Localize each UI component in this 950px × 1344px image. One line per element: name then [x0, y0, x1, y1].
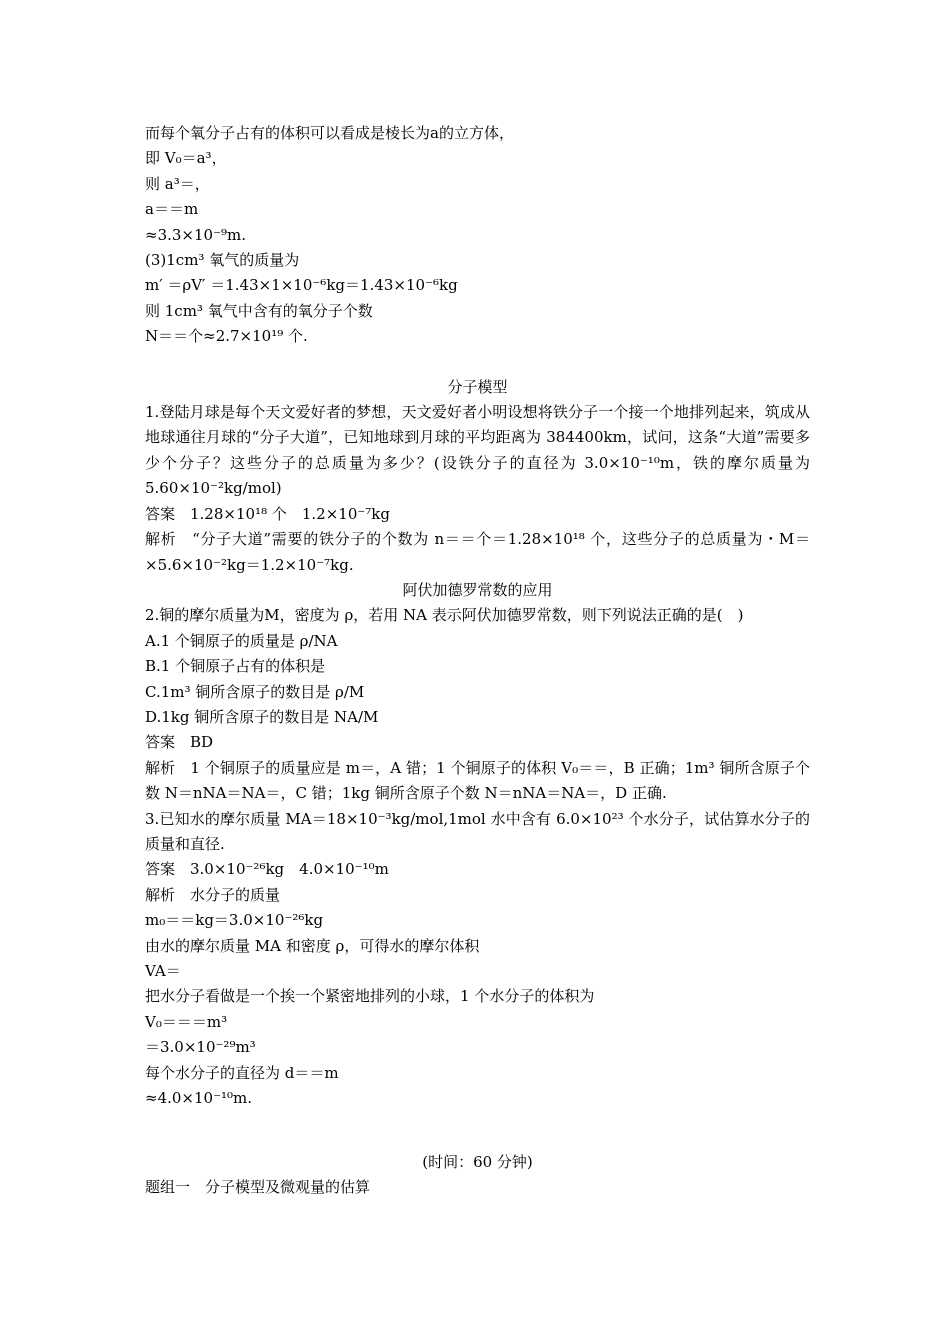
question-2: 2.铜的摩尔质量为M，密度为 ρ，若用 NA 表示阿伏加德罗常数，则下列说法正确的是( ): [145, 606, 744, 625]
exercise-header: [145, 1150, 810, 1201]
explanation-2: 解析 1 个铜原子的质量应是 m＝，A 错；1 个铜原子的体积 V₀＝＝，B 正确；1m³ 铜所含原子个数 N＝nNA＝NA＝，C 错；1kg 铜所含原子个数 N＝nNA＝NA＝，D 正确.: [145, 758, 810, 803]
answer-2: 答案 BD: [145, 733, 214, 752]
text-line: 而每个氧分子占有的体积可以看成是棱长为a的立方体，: [145, 124, 514, 142]
text-line: N＝＝个≈2.7×10¹⁹ 个.: [145, 327, 308, 346]
text-line: 把水分子看做是一个挨一个紧密地排列的小球，1 个水分子的体积为: [145, 987, 595, 1006]
text-line: VA＝: [145, 962, 181, 980]
option-a: A.1 个铜原子的质量是 ρ/NA: [145, 631, 338, 650]
solution-continuation: [145, 121, 810, 350]
text-line: m′ ＝ρV′ ＝1.43×1×10⁻⁶kg＝1.43×10⁻⁶kg: [145, 276, 458, 295]
question-1: 1.登陆月球是每个天文爱好者的梦想，天文爱好者小明设想将铁分子一个接一个地排列起来，筑成从地球通往月球的“分子大道”，已知地球到月球的平均距离为 384400km，试问，这条“大道”需要多少个分子？这些分子的总质量为多少？(设铁分子的直径为 3.0×10⁻¹⁰m，铁的摩尔质量为 5.60×10⁻²kg/mol): [145, 403, 810, 498]
text-line: 则 1cm³ 氧气中含有的氧分子个数: [145, 301, 373, 320]
document-page: [145, 121, 810, 1111]
text-line: 则 a³＝，: [145, 174, 210, 193]
text-line: (3)1cm³ 氧气的质量为: [145, 251, 300, 270]
time-limit: (时间：60 分钟): [422, 1153, 533, 1171]
explanation-1: 解析 “分子大道”需要的铁分子的个数为 n＝＝个＝1.28×10¹⁸ 个，这些分子的总质量为・M＝×5.6×10⁻²kg＝1.2×10⁻⁷kg.: [145, 530, 810, 574]
text-line: a＝＝m: [145, 200, 199, 219]
answer-3: 答案 3.0×10⁻²⁶kg 4.0×10⁻¹⁰m: [145, 860, 389, 879]
text-line: 即 V₀＝a³，: [145, 149, 227, 168]
text-line: ≈3.3×10⁻⁹m.: [145, 225, 247, 244]
option-d: D.1kg 铜所含原子的数目是 NA/M: [145, 707, 379, 726]
text-line: V₀＝＝＝m³: [145, 1012, 228, 1031]
text-line: 每个水分子的直径为 d＝＝m: [145, 1063, 339, 1082]
text-line: ＝3.0×10⁻²⁹m³: [145, 1038, 256, 1057]
question-group-title: 题组一 分子模型及微观量的估算: [145, 1178, 371, 1197]
option-c: C.1m³ 铜所含原子的数目是 ρ/M: [145, 682, 365, 701]
section-title-avogadro: 阿伏加德罗常数的应用: [402, 580, 553, 599]
question-3: 3.已知水的摩尔质量 MA＝18×10⁻³kg/mol,1mol 水中含有 6.0×10²³ 个水分子，试估算水分子的质量和直径.: [145, 809, 810, 853]
text-line: 解析 水分子的质量: [145, 885, 281, 904]
section-title-molecular-model: 分子模型: [447, 377, 508, 396]
text-line: 由水的摩尔质量 MA 和密度 ρ，可得水的摩尔体积: [145, 936, 480, 955]
option-b: B.1 个铜原子占有的体积是: [145, 657, 326, 676]
text-line: ≈4.0×10⁻¹⁰m.: [145, 1089, 253, 1108]
answer-1: 答案 1.28×10¹⁸ 个 1.2×10⁻⁷kg: [145, 504, 390, 523]
text-line: m₀＝＝kg＝3.0×10⁻²⁶kg: [145, 911, 324, 930]
